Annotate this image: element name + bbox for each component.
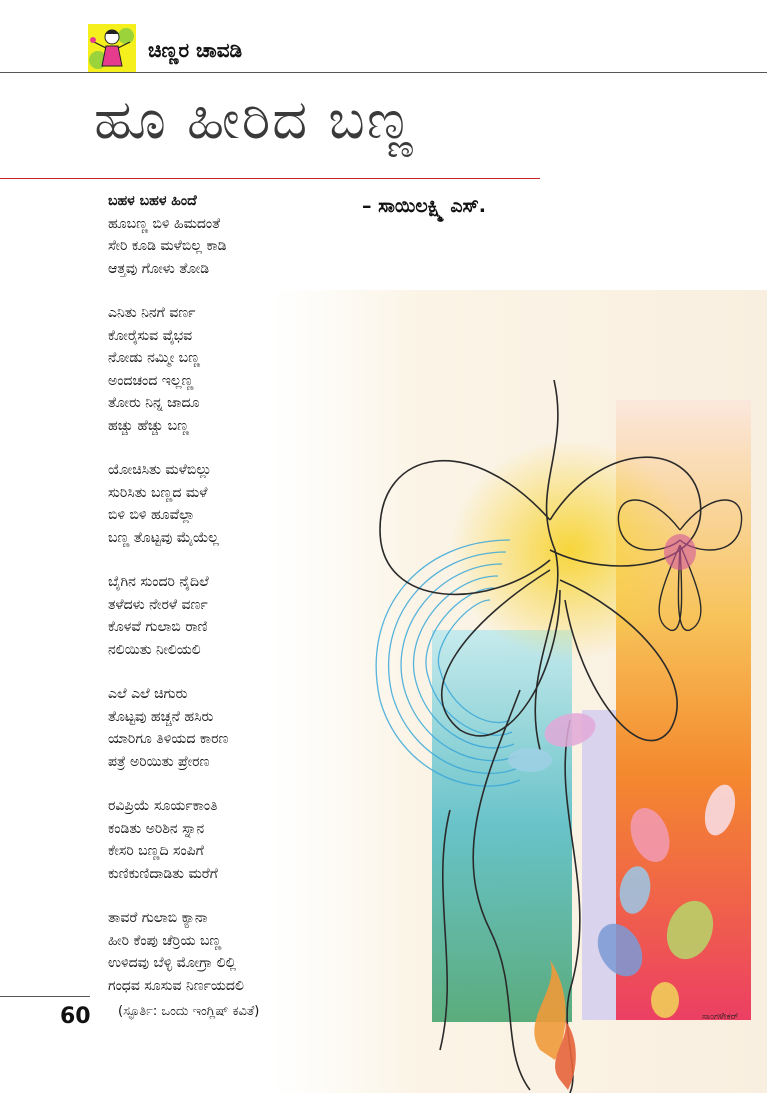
poem-line: ತಾವರೆ ಗುಲಾಬಿ ಕ್ಯಾನಾ [108,910,208,926]
poem-line: ಗಂಧವ ಸೂಸುವ ನಿರ್ಣಯದಲಿ [108,977,244,994]
poem-line: ನೋಡು ನಮ್ಮೀ ಬಣ್ಣ [108,350,201,366]
poem-line: ತಳೆದಳು ನೇರಳೆ ವರ್ಣ [108,596,208,613]
stanza-1 [108,190,358,280]
poem-line: ಪತ್ರೆ ಅರಿಯಿತು ಪ್ರೇರಣ [108,753,210,770]
stanza-6 [108,795,358,885]
poem-line: ಬಹಳ ಬಹಳ ಹಿಂದೆ [108,193,197,209]
poem-line: ಬಿಳಿ ಬಿಳಿ ಹೂವೆಲ್ಲಾ [108,507,195,523]
poem-line: ಎಲೆ ಎಲೆ ಚಿಗುರು [108,686,188,702]
poem-line: ಕೊಳವೆ ಗುಲಾಬಿ ರಾಣಿ [108,619,208,635]
poem-line: ಕೇಸರಿ ಬಣ್ಣದಿ ಸಂಪಿಗೆ [108,843,204,859]
stanza-5 [108,683,358,773]
girl-cartoon-logo-icon [88,24,136,72]
footer-divider [0,996,90,997]
poem-line: ಹಚ್ಚು ಹೆಚ್ಚು ಬಣ್ಣ [108,417,190,434]
stanza-7 [108,907,358,997]
poem-line: ಕೋರೈಸುವ ವೈಭವ [108,327,193,344]
poem-line: ಎನಿತು ನಿನಗೆ ವರ್ಣ [108,305,196,321]
poem-body [108,190,358,1019]
poem-line: ಕುಣಿಕುಣಿದಾಡಿತು ಮರೆಗೆ [108,865,218,882]
poem-line: ಸುರಿಸಿತು ಬಣ್ಣದ ಮಳೆ [108,484,208,501]
poem-line: ಬೈಗಿನ ಸುಂದರಿ ನೈದಿಲೆ [108,574,209,590]
poem-line: ನಲಿಯಿತು ನೀಲಿಯಲಿ [108,641,201,658]
poem-line: ಯೋಚಿಸಿತು ಮಳೆಬಿಲ್ಲು [108,462,212,478]
stanza-2 [108,302,358,437]
poem-line: ಬಣ್ಣ ತೊಟ್ಟವು ಮೈಯೆಲ್ಲ [108,529,219,546]
poem-title: ಹೂ ಹೀರಿದ ಬಣ್ಣ [94,88,415,151]
poem-line: ಅಂದಚಂದ ಇಲ್ಲಣ್ಣ [108,372,194,389]
title-divider [0,178,540,179]
poem-line: ಸೇರಿ ಕೂಡಿ ಮಳೆಬಿಲ್ಲ ಕಾಡಿ [108,238,227,254]
poem-line: ಕಂಡಿತು ಅರಿಶಿನ ಸ್ನಾನ [108,820,205,837]
poem-line: ಹೂಬಣ್ಣ ಬಿಳಿ ಹಿಮದಂತೆ [108,215,221,232]
header-divider [0,72,767,73]
poem-line: ರವಿಪ್ರಿಯೆ ಸೂರ್ಯಕಾಂತಿ [108,798,218,814]
section-title: ಚಿಣ್ಣರ ಚಾವಡಿ [148,38,243,62]
poem-line: ಯಾರಿಗೂ ತಿಳಿಯದ ಕಾರಣ [108,731,229,747]
inspiration-note: (ಸ್ಫೂರ್ತಿ: ಒಂದು ಇಂಗ್ಲಿಷ್ ಕವಿತೆ) [118,1004,260,1019]
author-byline: – ಸಾಯಿಲಕ್ಷ್ಮಿ ಎಸ್. [362,195,487,217]
stanza-3 [108,459,358,549]
poem-line: ತೊಟ್ಟವು ಹಚ್ಚನೆ ಹಸಿರು [108,708,214,725]
poem-line: ಆತ್ತವು ಗೋಳು ತೋಡಿ [108,260,210,277]
poem-line: ತೋರು ನಿನ್ನ ಜಾದೂ [108,395,200,411]
poem-line: ಉಳಿದವು ಬೆಳ್ಳಿ ಮೋಗ್ರಾ ಲಿಲ್ಲಿ [108,955,237,971]
page-number: 60 [60,1004,91,1029]
artist-signature: ಸಾಂಗಳೇಕರ್ [702,1012,739,1022]
stanza-4 [108,571,358,661]
poem-line: ಹೀರಿ ಕೆಂಪು ಚೆರ್ರಿಯ ಬಣ್ಣ [108,932,222,949]
